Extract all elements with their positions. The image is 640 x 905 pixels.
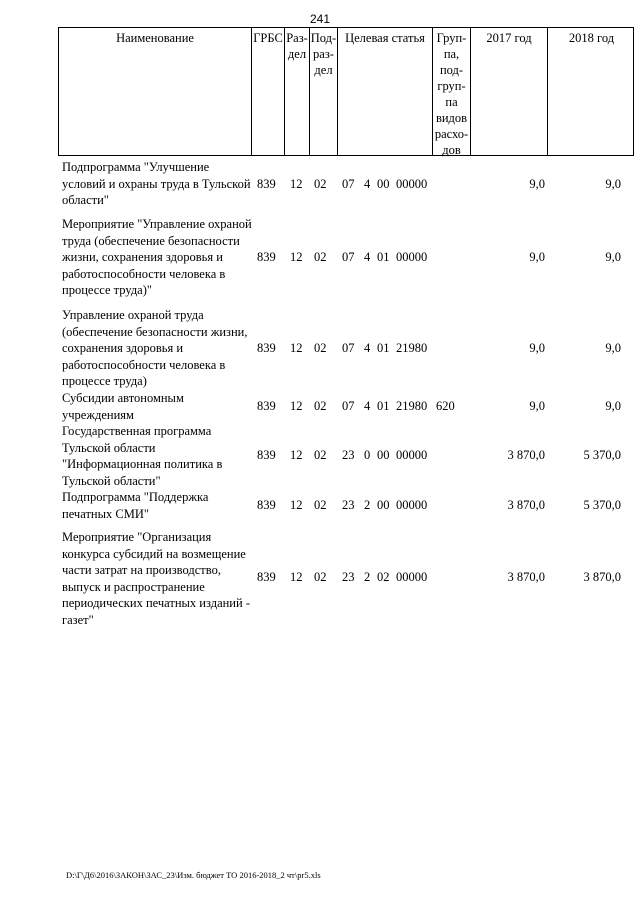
row-target-program: 07 — [342, 177, 355, 191]
row-razdel: 12 — [290, 399, 303, 413]
header-podrazdel: Под- раз- дел — [310, 28, 338, 155]
header-2018: 2018 год — [568, 31, 615, 45]
row-2017: 3 870,0 — [507, 570, 545, 584]
row-target-program: 23 — [342, 498, 355, 512]
row-name: Управление охраной труда (обеспечение безопасности жизни, сохранения здоровья и работоспособности человека в процессе труда) — [62, 308, 248, 388]
row-target-subprogram: 4 — [364, 399, 371, 413]
row-razdel: 12 — [290, 570, 303, 584]
row-podrazdel: 02 — [314, 399, 327, 413]
row-target-direction: 21980 — [396, 341, 428, 355]
row-name: Подпрограмма "Улучшение условий и охраны труда в Тульской области" — [62, 160, 251, 207]
row-podrazdel: 02 — [314, 448, 327, 462]
row-grbs: 839 — [257, 250, 276, 264]
row-podrazdel: 02 — [314, 341, 327, 355]
header-2017: 2017 год — [471, 28, 548, 155]
file-path-footer: D:\Г\Д6\2016\ЗАКОН\ЗАС_23\Изм. бюджет ТО 2016-2018_2 чт\pr5.xls — [66, 870, 321, 880]
row-target-event: 01 — [377, 399, 390, 413]
row-target-direction: 00000 — [396, 250, 428, 264]
row-target-program: 07 — [342, 341, 355, 355]
row-target-subprogram: 0 — [364, 448, 371, 462]
row-2017: 9,0 — [529, 177, 545, 191]
header-name: Наименование — [59, 28, 252, 155]
row-grbs: 839 — [257, 177, 276, 191]
row-name: Мероприятие "Организация конкурса субсидий на возмещение части затрат на производство, выпуск и распространение периодических печатных изданий - газет" — [62, 530, 250, 627]
row-target-program: 07 — [342, 399, 355, 413]
row-target-direction: 00000 — [396, 498, 428, 512]
row-razdel: 12 — [290, 177, 303, 191]
row-target-direction: 00000 — [396, 570, 428, 584]
row-podrazdel: 02 — [314, 570, 327, 584]
row-target-program: 23 — [342, 570, 355, 584]
row-2017: 9,0 — [529, 250, 545, 264]
header-razdel: Раз- дел — [285, 28, 310, 155]
row-name: Подпрограмма "Поддержка печатных СМИ" — [62, 490, 209, 521]
row-target-event: 02 — [377, 570, 390, 584]
row-target-event: 01 — [377, 250, 390, 264]
page-number: 241 — [309, 12, 331, 26]
row-target-event: 00 — [377, 498, 390, 512]
row-target-direction: 21980 — [396, 399, 428, 413]
row-razdel: 12 — [290, 250, 303, 264]
row-2017: 9,0 — [529, 399, 545, 413]
header-target: Целевая статья — [338, 28, 433, 155]
row-grbs: 839 — [257, 498, 276, 512]
row-target-program: 23 — [342, 448, 355, 462]
row-2018: 9,0 — [605, 250, 621, 264]
table-header — [58, 27, 634, 156]
row-grbs: 839 — [257, 448, 276, 462]
row-target-direction: 00000 — [396, 448, 428, 462]
row-target-direction: 00000 — [396, 177, 428, 191]
row-2018: 5 370,0 — [583, 498, 621, 512]
row-razdel: 12 — [290, 448, 303, 462]
row-name: Государственная программа Тульской области "Информационная политика в Тульской области" — [62, 424, 223, 488]
row-podrazdel: 02 — [314, 177, 327, 191]
row-2018: 9,0 — [605, 341, 621, 355]
header-grbs: ГРБС — [252, 28, 285, 155]
row-target-subprogram: 4 — [364, 341, 371, 355]
row-grbs: 839 — [257, 570, 276, 584]
row-2018: 5 370,0 — [583, 448, 621, 462]
row-name: Мероприятие "Управление охраной труда (обеспечение безопасности жизни, сохранения здоровья и работоспособности человека в процессе труда)" — [62, 217, 252, 297]
row-target-event: 00 — [377, 448, 390, 462]
row-grbs: 839 — [257, 341, 276, 355]
row-target-subprogram: 2 — [364, 498, 371, 512]
row-name: Субсидии автономным учреждениям — [62, 391, 184, 422]
row-2017: 9,0 — [529, 341, 545, 355]
row-2017: 3 870,0 — [507, 448, 545, 462]
row-2018: 9,0 — [605, 399, 621, 413]
row-target-program: 07 — [342, 250, 355, 264]
row-podrazdel: 02 — [314, 498, 327, 512]
row-target-event: 00 — [377, 177, 390, 191]
row-group: 620 — [436, 399, 455, 413]
row-target-subprogram: 4 — [364, 177, 371, 191]
row-razdel: 12 — [290, 498, 303, 512]
row-podrazdel: 02 — [314, 250, 327, 264]
row-grbs: 839 — [257, 399, 276, 413]
row-target-subprogram: 4 — [364, 250, 371, 264]
row-2018: 3 870,0 — [583, 570, 621, 584]
row-2018: 9,0 — [605, 177, 621, 191]
row-2017: 3 870,0 — [507, 498, 545, 512]
row-target-event: 01 — [377, 341, 390, 355]
row-target-subprogram: 2 — [364, 570, 371, 584]
header-group: Груп- па, под- груп- па видов расхо- дов — [433, 28, 471, 155]
row-razdel: 12 — [290, 341, 303, 355]
